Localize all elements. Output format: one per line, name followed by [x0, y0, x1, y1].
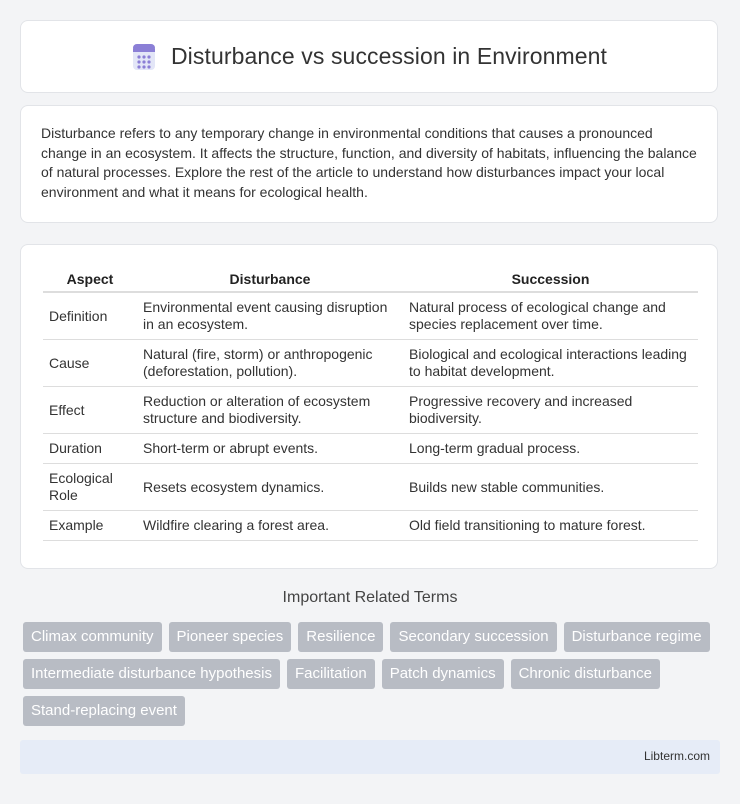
table-cell-succession: Long-term gradual process.: [403, 434, 698, 464]
related-term-tag[interactable]: Secondary succession: [390, 622, 556, 652]
related-term-tag[interactable]: Stand-replacing event: [23, 696, 185, 726]
table-row: [43, 511, 698, 541]
table-cell-aspect: Duration: [43, 434, 137, 464]
table-row: [43, 464, 698, 511]
related-term-tag[interactable]: Chronic disturbance: [511, 659, 660, 689]
table-cell-disturbance: Natural (fire, storm) or anthropogenic (deforestation, pollution).: [137, 340, 403, 387]
calculator-icon: [131, 43, 157, 71]
intro-card: [20, 105, 718, 223]
table-row: [43, 387, 698, 434]
table-cell-disturbance: Environmental event causing disruption in an ecosystem.: [137, 293, 403, 340]
table-cell-aspect: Cause: [43, 340, 137, 387]
table-cell-succession: Old field transitioning to mature forest.: [403, 511, 698, 541]
column-header-succession: Succession: [403, 265, 698, 293]
table-cell-disturbance: Wildfire clearing a forest area.: [137, 511, 403, 541]
table-cell-disturbance: Reduction or alteration of ecosystem structure and biodiversity.: [137, 387, 403, 434]
footer-bar: [20, 740, 720, 774]
table-row: [43, 340, 698, 387]
table-cell-disturbance: Resets ecosystem dynamics.: [137, 464, 403, 511]
comparison-table-card: [20, 244, 718, 569]
table-cell-aspect: Effect: [43, 387, 137, 434]
related-term-tag[interactable]: Patch dynamics: [382, 659, 504, 689]
intro-text: Disturbance refers to any temporary change in environmental conditions that causes a pronounced change in an ecosystem. It affects the structure, function, and diversity of habitats, influencing the balance of natural processes. Explore the rest of the article to understand how disturbances impact your local environment and what it means for ecological health.: [41, 125, 697, 200]
related-term-tag[interactable]: Climax community: [23, 622, 162, 652]
table-cell-succession: Progressive recovery and increased biodiversity.: [403, 387, 698, 434]
footer-site-link[interactable]: Libterm.com: [643, 749, 710, 763]
related-terms-title: Important Related Terms: [282, 589, 458, 606]
header-card: [20, 20, 718, 93]
table-cell-succession: Natural process of ecological change and species replacement over time.: [403, 293, 698, 340]
table-row: [43, 434, 698, 464]
table-cell-succession: Biological and ecological interactions leading to habitat development.: [403, 340, 698, 387]
table-cell-aspect: Definition: [43, 293, 137, 340]
table-cell-aspect: Ecological Role: [43, 464, 137, 511]
column-header-aspect: Aspect: [43, 265, 137, 293]
table-cell-disturbance: Short-term or abrupt events.: [137, 434, 403, 464]
table-cell-aspect: Example: [43, 511, 137, 541]
comparison-table: [43, 265, 698, 541]
column-header-disturbance: Disturbance: [137, 265, 403, 293]
table-cell-succession: Builds new stable communities.: [403, 464, 698, 511]
related-term-tag[interactable]: Facilitation: [287, 659, 375, 689]
related-term-tag[interactable]: Disturbance regime: [564, 622, 710, 652]
related-term-tag[interactable]: Pioneer species: [169, 622, 292, 652]
related-term-tag[interactable]: Intermediate disturbance hypothesis: [23, 659, 280, 689]
related-terms-list: [23, 622, 723, 726]
page-title: Disturbance vs succession in Environment: [170, 43, 608, 69]
table-row: [43, 293, 698, 340]
table-header-row: [43, 265, 698, 293]
related-term-tag[interactable]: Resilience: [298, 622, 383, 652]
